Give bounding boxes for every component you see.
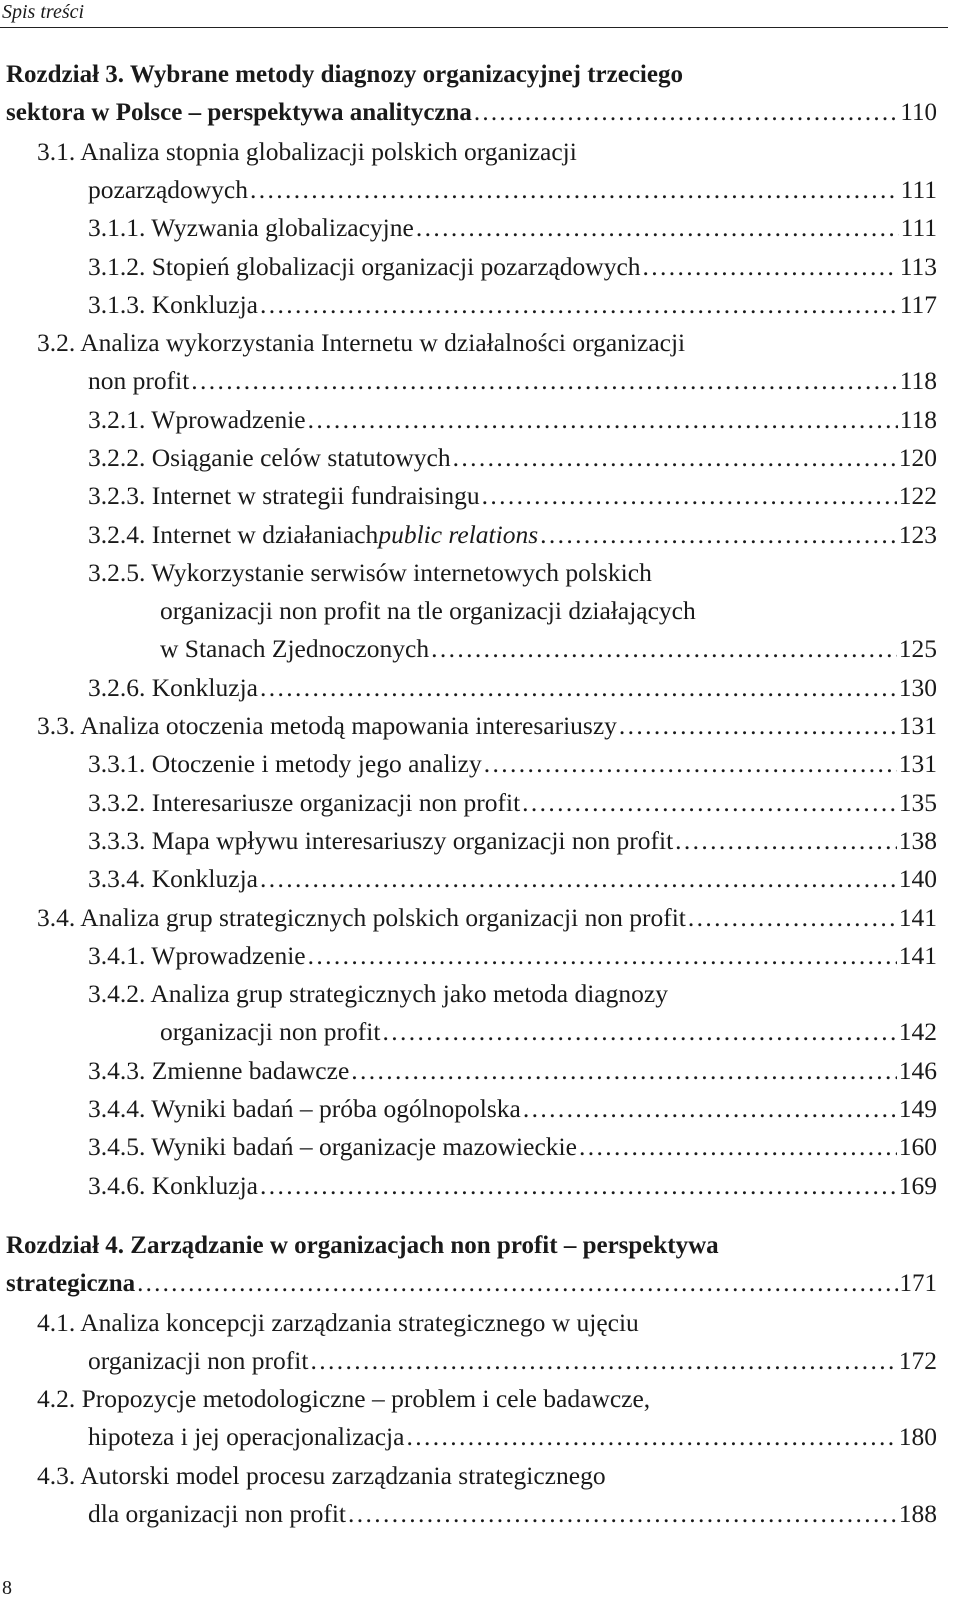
- toc-entry-subsection: [0, 248, 937, 286]
- toc-entry-title: Rozdział 4. Zarządzanie w organizacjach non profit – perspektywa: [6, 1232, 719, 1259]
- dot-leader: [643, 248, 898, 286]
- toc-entry-title: 3.3.2. Interesariusze organizacji non profit: [88, 787, 521, 817]
- dot-leader: [688, 899, 897, 937]
- toc-entry-page: 122: [898, 481, 937, 511]
- toc-entry-title: pozarządowych: [88, 174, 248, 204]
- toc-entry-subsection: [0, 1090, 937, 1128]
- toc-entry-page: 131: [898, 711, 937, 741]
- toc-entry-page: 172: [898, 1345, 937, 1375]
- toc-entry-page: 130: [898, 672, 937, 702]
- toc-entry-line: [0, 630, 937, 668]
- toc-entry-line: [0, 286, 937, 324]
- dot-leader: [260, 860, 897, 898]
- toc-entry-page: 188: [898, 1498, 937, 1528]
- toc-entry-line: [0, 745, 937, 783]
- toc-entry-page: 146: [898, 1055, 937, 1085]
- toc-entry-line: [0, 899, 937, 937]
- toc-entry-subsection: [0, 937, 937, 975]
- running-head: Spis treści: [2, 1, 85, 23]
- toc-entry-title: 3.1.1. Wyzwania globalizacyjne: [88, 213, 414, 243]
- toc-entry-section: [0, 133, 937, 209]
- toc-entry-subsection: [0, 477, 937, 515]
- toc-entry-title: 3.1.2. Stopień globalizacji organizacji pozarządowych: [88, 251, 641, 281]
- toc-entry-line: [0, 248, 937, 286]
- toc-entry-page: 180: [898, 1422, 937, 1452]
- toc-entry-section: [0, 1457, 937, 1533]
- toc-entry-page: 135: [898, 787, 937, 817]
- dot-leader: [260, 286, 898, 324]
- dot-leader: [348, 1495, 897, 1533]
- toc-entry-section: [0, 899, 937, 937]
- toc-entry-page: 160: [898, 1132, 937, 1162]
- toc-entry-line: [0, 1090, 937, 1128]
- toc-entry-page: 120: [898, 443, 937, 472]
- toc-entry-subsection: [0, 669, 937, 707]
- toc-entry-page: 138: [898, 826, 937, 855]
- toc-entry-subsection: [0, 286, 937, 324]
- dot-leader: [579, 1128, 897, 1166]
- toc-entry-title: 3.2. Analiza wykorzystania Internetu w działalności organizacji: [37, 328, 686, 358]
- toc-entry-title: 4.2. Propozycje metodologiczne – problem i cele badawcze,: [37, 1384, 651, 1414]
- toc-entry-line: [0, 439, 937, 477]
- toc-entry-page: 111: [900, 213, 937, 243]
- toc-entry-subsection: [0, 1052, 937, 1090]
- toc-entry-title: 3.1.3. Konkluzja: [88, 289, 258, 319]
- toc-entry-title: non profit: [88, 366, 190, 396]
- page-number: 8: [2, 1577, 12, 1599]
- toc-entry-subsection: [0, 209, 937, 247]
- toc-entry-line: [0, 822, 937, 860]
- toc-entry-title: 3.1. Analiza stopnia globalizacji polskich organizacji: [37, 136, 577, 166]
- toc-entry-line: [0, 592, 937, 630]
- dot-leader: [351, 1052, 896, 1090]
- toc-entry-page: 141: [898, 940, 937, 970]
- toc-entry-title: hipoteza i jej operacjonalizacja: [88, 1422, 405, 1452]
- toc-entry-page: 113: [899, 251, 937, 281]
- toc-entry-line: [0, 1342, 937, 1380]
- toc-entry-page: 118: [899, 404, 937, 434]
- toc-entry-title: 3.3.4. Konkluzja: [88, 864, 258, 894]
- toc-entry-line: [0, 401, 937, 439]
- toc-entry-line: [0, 56, 937, 94]
- toc-entry-line: [0, 1495, 937, 1533]
- toc-entry-line: [0, 1457, 937, 1495]
- toc-entry-title: 3.4.1. Wprowadzenie: [88, 940, 306, 970]
- dot-leader: [406, 1418, 896, 1456]
- toc-entry-title: 3.3.3. Mapa wpływu interesariuszy organizacji non profit: [88, 826, 674, 855]
- toc-entry-page: 118: [899, 366, 937, 396]
- toc-entry-page: 123: [898, 519, 937, 549]
- dot-leader: [482, 477, 897, 515]
- toc-entry-title: 3.2.5. Wykorzystanie serwisów internetowych polskich: [88, 557, 652, 587]
- toc-entry-subsection: [0, 554, 937, 668]
- dot-leader: [522, 784, 897, 822]
- toc-entry-line: [0, 171, 937, 209]
- toc-entry-line: [0, 477, 937, 515]
- toc-entry-section: [0, 1304, 937, 1380]
- toc-entry-title: 3.2.1. Wprowadzenie: [88, 404, 306, 434]
- toc-entry-title: 3.4.6. Konkluzja: [88, 1170, 258, 1200]
- toc-entry-line: [0, 860, 937, 898]
- toc-entry-subsection: [0, 1128, 937, 1166]
- toc-entry-subsection: [0, 822, 937, 860]
- toc-entry-subsection: [0, 439, 937, 477]
- toc-entry-title: organizacji non profit: [88, 1345, 309, 1375]
- toc-entry-title: 3.2.3. Internet w strategii fundraisingu: [88, 481, 480, 511]
- toc-entry-title: w Stanach Zjednoczonych: [160, 633, 430, 663]
- dot-leader: [474, 94, 899, 132]
- toc-entry-line: [0, 516, 937, 554]
- dot-leader: [191, 362, 897, 400]
- toc-entry-line: [0, 975, 937, 1013]
- toc-entry-line: [0, 1167, 937, 1205]
- toc-entry-title: 4.1. Analiza koncepcji zarządzania strategicznego w ujęciu: [37, 1307, 639, 1337]
- toc-entry-title: 3.4. Analiza grup strategicznych polskich organizacji non profit: [37, 902, 686, 932]
- toc-entry-line: [0, 1227, 937, 1265]
- dot-leader: [310, 1342, 896, 1380]
- toc-entry-title: Rozdział 3. Wybrane metody diagnozy organizacyjnej trzeciego: [6, 61, 683, 88]
- dot-leader: [453, 439, 897, 477]
- dot-leader: [484, 745, 897, 783]
- toc-entry-line: [0, 362, 937, 400]
- dot-leader: [382, 1013, 896, 1051]
- toc-entry-page: 171: [899, 1270, 937, 1297]
- toc-entry-line: [0, 324, 937, 362]
- toc-entry-subsection: [0, 975, 937, 1051]
- toc-entry-title: organizacji non profit: [160, 1017, 381, 1047]
- toc-entry-title: 3.4.4. Wyniki badań – próba ogólnopolska: [88, 1094, 521, 1124]
- toc-entry-title: strategiczna: [6, 1270, 136, 1297]
- toc-entry-title: 4.3. Autorski model procesu zarządzania strategicznego: [37, 1460, 606, 1490]
- toc-entry-line: [0, 1052, 937, 1090]
- toc-entry-page: 111: [900, 174, 937, 204]
- dot-leader: [137, 1265, 897, 1303]
- toc-entry-page: 169: [898, 1170, 937, 1200]
- toc-entry-subsection: [0, 784, 937, 822]
- toc-entry-page: 141: [898, 902, 937, 932]
- dot-leader: [540, 516, 897, 554]
- toc-entry-title: sektora w Polsce – perspektywa analityczna: [6, 99, 472, 126]
- toc-entry-line: [0, 1265, 937, 1303]
- toc-entry-title: 3.4.5. Wyniki badań – organizacje mazowieckie: [88, 1132, 577, 1162]
- toc-entry-section: [0, 1380, 937, 1456]
- toc-entry-subsection: [0, 1167, 937, 1205]
- toc-entry-subsection: [0, 516, 937, 554]
- dot-leader: [308, 401, 898, 439]
- dot-leader: [250, 171, 899, 209]
- toc-entry-title: 3.4.3. Zmienne badawcze: [88, 1055, 350, 1085]
- dot-leader: [431, 630, 897, 668]
- toc-entry-title: 3.4.2. Analiza grup strategicznych jako metoda diagnozy: [88, 979, 668, 1009]
- toc-entry-title: 3.2.6. Konkluzja: [88, 672, 258, 702]
- dot-leader: [260, 1167, 897, 1205]
- dot-leader: [619, 707, 897, 745]
- toc-entry-line: [0, 784, 937, 822]
- toc-entry-section: [0, 707, 937, 745]
- toc-entry-title-italic: public relations: [378, 519, 539, 549]
- dot-leader: [260, 669, 897, 707]
- toc-entry-line: [0, 1013, 937, 1051]
- toc-entry-page: 125: [898, 633, 937, 663]
- toc-entry-page: 149: [898, 1094, 937, 1124]
- toc-entry-line: [0, 209, 937, 247]
- dot-leader: [416, 209, 899, 247]
- toc-entry-title: dla organizacji non profit: [88, 1498, 346, 1528]
- toc-entry-page: 131: [898, 749, 937, 779]
- toc-entry-subsection: [0, 401, 937, 439]
- toc-entry-page: 110: [900, 99, 937, 126]
- dot-leader: [675, 822, 897, 860]
- toc-entry-chapter: [0, 1227, 937, 1303]
- toc-entry-line: [0, 1304, 937, 1342]
- toc-entry-line: [0, 1128, 937, 1166]
- toc-entry-line: [0, 1380, 937, 1418]
- toc-entry-line: [0, 937, 937, 975]
- toc-entry-title: organizacji non profit na tle organizacji działających: [160, 595, 696, 625]
- toc-entry-page: 142: [898, 1017, 937, 1047]
- toc-entry-title: 3.3.1. Otoczenie i metody jego analizy: [88, 749, 482, 779]
- toc-entry-line: [0, 133, 937, 171]
- header-rule: [0, 27, 948, 28]
- toc-entry-line: [0, 94, 937, 132]
- toc-entry-page: 117: [899, 289, 937, 319]
- toc-entry-line: [0, 554, 937, 592]
- dot-leader: [308, 937, 897, 975]
- toc-entry-line: [0, 707, 937, 745]
- toc-entry-title: 3.2.2. Osiąganie celów statutowych: [88, 443, 451, 472]
- toc-entry-section: [0, 324, 937, 400]
- toc-entry-chapter: [0, 56, 937, 132]
- toc-entry-subsection: [0, 860, 937, 898]
- toc-entry-title: 3.3. Analiza otoczenia metodą mapowania interesariuszy: [37, 711, 617, 741]
- toc-entry-page: 140: [898, 864, 937, 894]
- dot-leader: [523, 1090, 897, 1128]
- toc-entry-line: [0, 669, 937, 707]
- toc-entry-line: [0, 1418, 937, 1456]
- toc-entry-subsection: [0, 745, 937, 783]
- toc-entry-title: 3.2.4. Internet w działaniach: [88, 519, 379, 549]
